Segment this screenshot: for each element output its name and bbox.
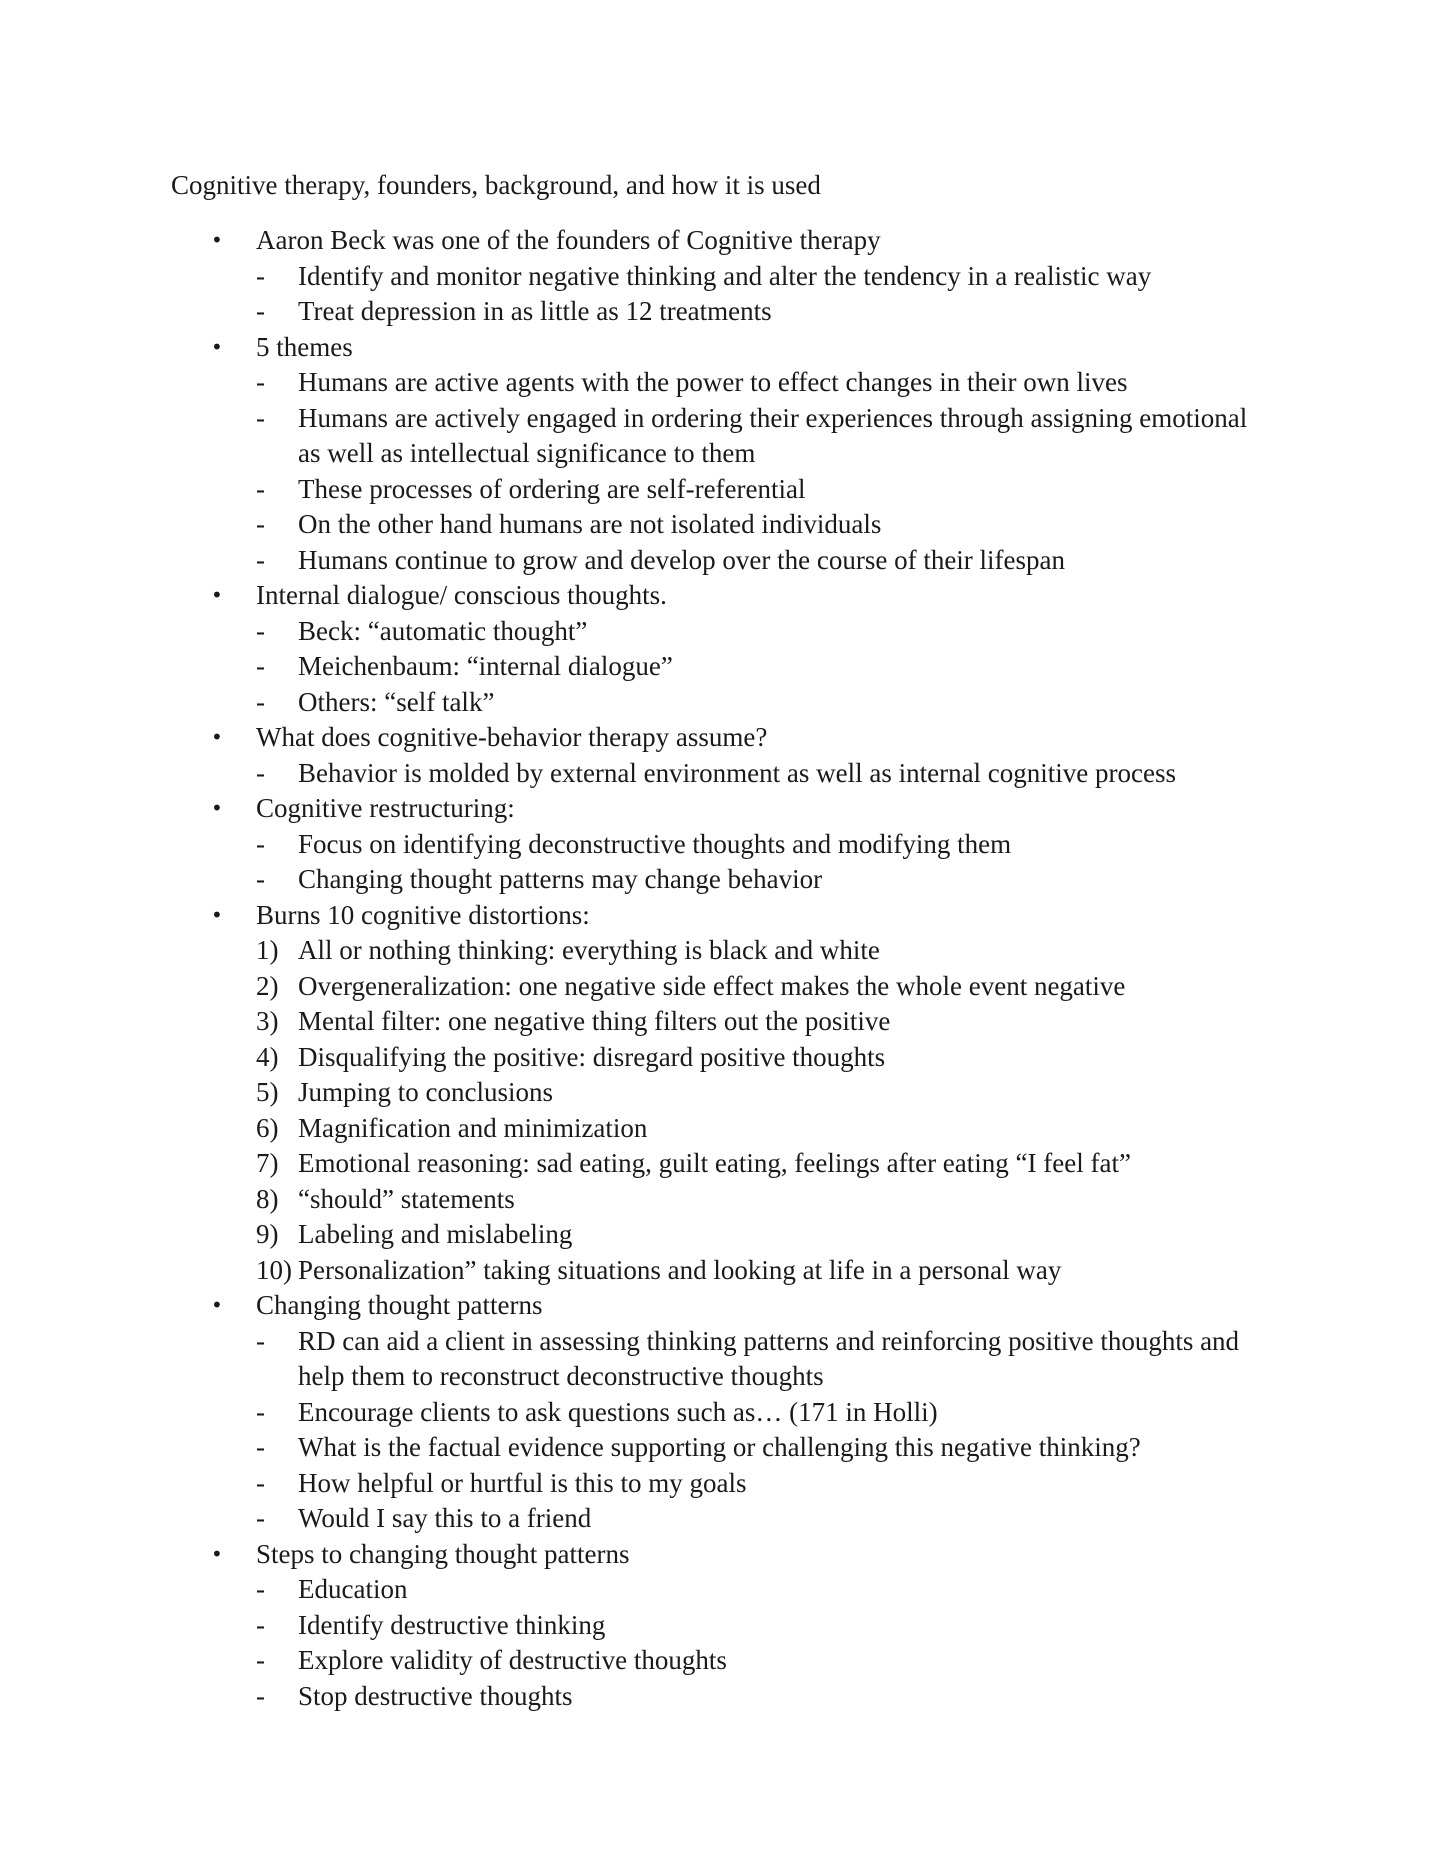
sub-item [0, 259, 1456, 295]
sub-item [0, 365, 1456, 401]
sub-item-text: Would I say this to a friend [298, 1503, 592, 1533]
sub-item-text: Stop destructive thoughts [298, 1680, 573, 1711]
bullet-item [0, 791, 1456, 827]
sub-item-marker: 4) [256, 1041, 279, 1072]
sub-item-marker: - [256, 473, 265, 504]
sub-item [0, 649, 1456, 685]
sub-item-text: On the other hand humans are not isolated individuals [298, 509, 882, 539]
sub-item [0, 933, 1456, 969]
sub-item-text: Disqualifying the positive: disregard positive thoughts [298, 1041, 886, 1072]
sub-item [0, 472, 1456, 508]
sub-item [0, 1466, 1456, 1502]
sub-item [0, 1004, 1456, 1040]
sub-item-marker: - [256, 260, 265, 291]
sub-item-text: Identify and monitor negative thinking and alter the tendency in a realistic way [298, 260, 1152, 291]
bullet-marker: • [211, 902, 223, 927]
bullet-marker: • [211, 583, 223, 607]
sub-item-marker: - [256, 1645, 265, 1675]
sub-item-marker: 5) [256, 1077, 279, 1107]
sub-item-marker: 7) [256, 1148, 279, 1178]
sub-item [0, 1395, 1456, 1431]
sub-item [0, 507, 1456, 543]
sub-item [0, 1075, 1456, 1111]
sub-item-marker: - [256, 1467, 265, 1498]
sub-item-marker: - [256, 757, 265, 788]
sub-item-marker: - [256, 367, 265, 397]
sub-item [0, 1679, 1456, 1715]
sub-item [0, 1040, 1456, 1076]
sub-item-text: Overgeneralization: one negative side effect makes the whole event negative [298, 970, 1126, 1001]
sub-item-marker: - [256, 1503, 265, 1533]
sub-item-text: Behavior is molded by external environment as well as internal cognitive process [298, 757, 1177, 788]
bullet-text: Steps to changing thought patterns [256, 1538, 630, 1569]
sub-item [0, 1182, 1456, 1218]
sub-item-text: Explore validity of destructive thoughts [298, 1645, 727, 1675]
sub-item [0, 1501, 1456, 1537]
sub-item [0, 1146, 1456, 1182]
sub-item [0, 969, 1456, 1005]
sub-item [0, 1643, 1456, 1679]
sub-item [0, 1608, 1456, 1644]
sub-item-marker: - [256, 686, 265, 717]
bullet-text: Cognitive restructuring: [256, 793, 515, 823]
sub-item-text: Treat depression in as little as 12 treatments [298, 296, 772, 326]
sub-item-text: Humans are active agents with the power to effect changes in their own lives [298, 367, 1128, 397]
sub-item-text: RD can aid a client in assessing thinking patterns and reinforcing positive thoughts and help them to reconstruct deconstructive thoughts [298, 1325, 1240, 1391]
bullet-item [0, 223, 1456, 259]
sub-item-text: Identify destructive thinking [298, 1609, 606, 1640]
sub-item-text: Changing thought patterns may change behavior [298, 864, 823, 894]
sub-item [0, 862, 1456, 898]
bullet-item [0, 1288, 1456, 1324]
sub-item-marker: - [256, 1432, 265, 1462]
outline-list [0, 223, 1456, 1714]
sub-item-text: Others: “self talk” [298, 686, 495, 717]
bullet-text: Internal dialogue/ conscious thoughts. [256, 580, 667, 610]
sub-item-text: Focus on identifying deconstructive thoughts and modifying them [298, 828, 1012, 859]
bullet-item [0, 898, 1456, 934]
sub-item [0, 756, 1456, 792]
sub-item-text: Humans are actively engaged in ordering their experiences through assigning emotional as well as intellectual significance to them [298, 402, 1248, 468]
sub-item-text: Humans continue to grow and develop over the course of their lifespan [298, 544, 1066, 575]
bullet-item [0, 720, 1456, 756]
sub-item-marker: 8) [256, 1183, 279, 1214]
sub-item-text: Jumping to conclusions [298, 1077, 553, 1107]
bullet-text: Changing thought patterns [256, 1290, 543, 1320]
sub-item-text: These processes of ordering are self-referential [298, 473, 806, 504]
sub-item-text: “should” statements [298, 1183, 515, 1214]
sub-item-text: All or nothing thinking: everything is black and white [298, 935, 880, 965]
sub-item-marker: 3) [256, 1006, 279, 1036]
sub-item-text: Labeling and mislabeling [298, 1219, 573, 1249]
bullet-marker: • [211, 725, 223, 749]
sub-item-text: Meichenbaum: “internal dialogue” [298, 651, 673, 681]
sub-item-marker: - [256, 296, 265, 326]
sub-item-text: Emotional reasoning: sad eating, guilt eating, feelings after eating “I feel fat” [298, 1148, 1131, 1178]
sub-item-marker: - [256, 615, 265, 646]
sub-item-marker: 9) [256, 1219, 279, 1249]
sub-item-text: Magnification and minimization [298, 1112, 648, 1143]
sub-item-text: Mental filter: one negative thing filters out the positive [298, 1006, 891, 1036]
sub-item-text: Beck: “automatic thought” [298, 615, 588, 646]
bullet-item [0, 1537, 1456, 1573]
sub-item-marker: - [256, 1574, 265, 1604]
sub-item [0, 543, 1456, 579]
sub-item-marker: - [256, 1609, 265, 1640]
sub-item [0, 827, 1456, 863]
sub-item [0, 1324, 1456, 1395]
bullet-marker: • [211, 1293, 223, 1317]
bullet-marker: • [211, 796, 223, 820]
sub-item [0, 1217, 1456, 1253]
document-title: Cognitive therapy, founders, background, and how it is used [171, 170, 821, 200]
bullet-item [0, 578, 1456, 614]
sub-item-marker: - [256, 402, 265, 433]
sub-item-text: Personalization” taking situations and looking at life in a personal way [298, 1254, 1062, 1285]
sub-item-marker: - [256, 1396, 265, 1427]
bullet-text: Burns 10 cognitive distortions: [256, 899, 590, 930]
sub-item [0, 401, 1456, 472]
bullet-item [0, 330, 1456, 366]
bullet-marker: • [211, 228, 223, 252]
sub-item [0, 294, 1456, 330]
sub-item-text: Encourage clients to ask questions such as… (171 in Holli) [298, 1396, 938, 1427]
sub-item-marker: - [256, 864, 265, 894]
sub-item-marker: 6) [256, 1112, 279, 1143]
sub-item-marker: - [256, 544, 265, 575]
sub-item-marker: - [256, 1325, 265, 1356]
sub-item [0, 1430, 1456, 1466]
sub-item-text: What is the factual evidence supporting or challenging this negative thinking? [298, 1432, 1141, 1462]
sub-item-marker: - [256, 509, 265, 539]
bullet-text: What does cognitive-behavior therapy assume? [256, 722, 768, 752]
bullet-text: 5 themes [256, 331, 353, 362]
sub-item-marker: - [256, 651, 265, 681]
sub-item-marker: - [256, 1680, 265, 1711]
bullet-marker: • [211, 334, 223, 359]
sub-item-text: Education [298, 1574, 408, 1604]
sub-item-marker: 1) [256, 935, 279, 965]
sub-item-text: How helpful or hurtful is this to my goals [298, 1467, 747, 1498]
sub-item-marker: 2) [256, 970, 279, 1001]
sub-item-marker: - [256, 828, 265, 859]
bullet-text: Aaron Beck was one of the founders of Cognitive therapy [256, 225, 881, 255]
sub-item [0, 685, 1456, 721]
sub-item [0, 1572, 1456, 1608]
sub-item [0, 1253, 1456, 1289]
bullet-marker: • [211, 1541, 223, 1566]
sub-item-marker: 10) [256, 1254, 292, 1285]
sub-item [0, 614, 1456, 650]
sub-item [0, 1111, 1456, 1147]
